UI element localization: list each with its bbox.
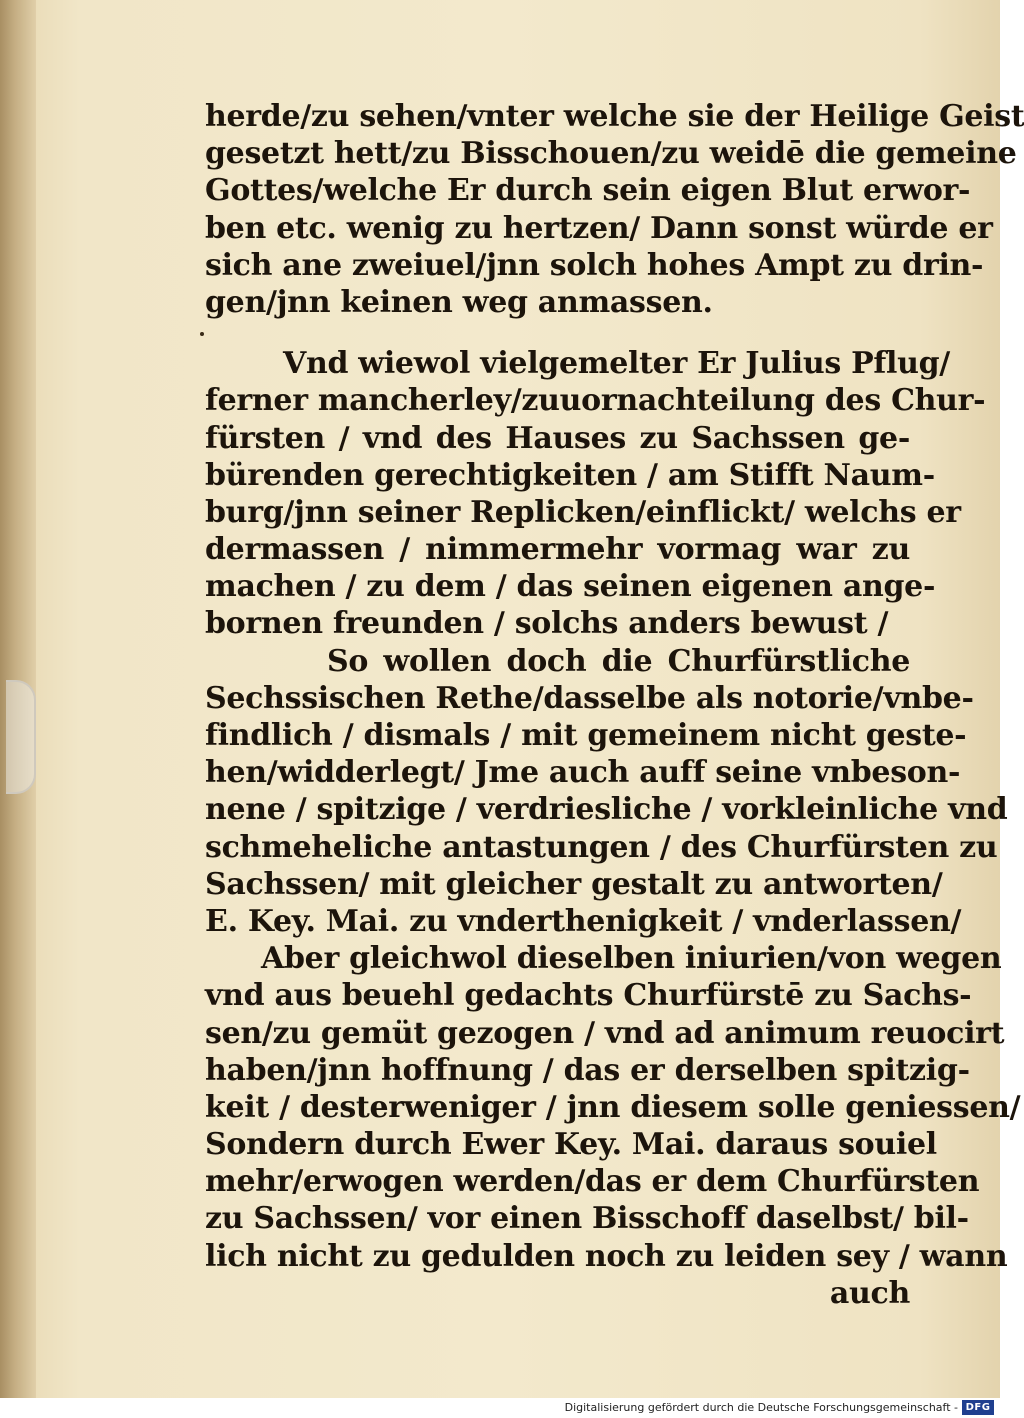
catchword: auch [829,1275,910,1311]
text-line-6: gen/jnn keinen weg anmassen. [205,284,713,320]
text-line-12: dermassen / nimmermehr vormag war zu [205,532,910,568]
text-line-1: herde/zu sehen/vnter welche sie der Heilige Geist [205,99,1024,134]
text-line-7: Vnd wiewol vielgemelter Er Julius Pflug/ [283,346,950,382]
text-line-28: Sondern durch Ewer Key. Mai. daraus souiel [205,1127,937,1163]
text-line-2: gesetzt hett/zu Bisschouen/zu weidē die gemeine [205,136,1017,172]
text-line-4: ben etc. wenig zu hertzen/ Dann sonst würde er [205,210,993,246]
paragraph-gap [205,321,910,345]
text-line-5: sich ane zweiuel/jnn solch hohes Ampt zu drin- [205,247,984,283]
text-block [205,98,1024,1312]
ink-spot [200,332,204,336]
text-line-19: nene / spitzige / verdriesliche / vorkleinliche vnd [205,792,1008,828]
funding-notice: Digitalisierung gefördert durch die Deutsche Forschungsgemeinschaft - [564,1401,958,1414]
text-line-13: machen / zu dem / das seinen eigenen ange- [205,569,936,605]
text-line-14: bornen freunden / solchs anders bewust / [205,606,889,642]
text-line-21: Sachssen/ mit gleicher gestalt zu antworten/ [205,866,943,902]
text-line-26: haben/jnn hoffnung / das er derselben spitzig- [205,1052,970,1088]
text-line-8: ferner mancherley/zuuornachteilung des Chur- [205,383,986,419]
text-line-30: zu Sachssen/ vor einen Bisschoff daselbst/ bil- [205,1201,969,1237]
text-line-23: Aber gleichwol dieselben iniurien/von wegen [261,941,1002,977]
text-line-3: Gottes/welche Er durch sein eigen Blut erwor- [205,173,971,209]
dfg-logo-icon: DFG [962,1400,994,1415]
text-line-24: vnd aus beuehl gedachts Churfürstē zu Sachs- [205,978,972,1014]
text-line-20: schmeheliche antastungen / des Churfürsten zu [205,829,998,865]
text-line-15: So wollen doch die Churfürstliche [327,643,910,679]
text-line-22: E. Key. Mai. zu vnderthenigkeit / vnderlassen/ [205,903,962,939]
book-gutter [0,0,36,1398]
text-line-25: sen/zu gemüt gezogen / vnd ad animum reuocirt [205,1015,1005,1051]
text-line-31: lich nicht zu gedulden noch zu leiden sey / wann [205,1238,1008,1274]
text-line-17: findlich / dismals / mit gemeinem nicht geste- [205,718,967,753]
text-line-16: Sechssischen Rethe/dasselbe als notorie/vnbe- [205,680,974,716]
text-line-29: mehr/erwogen werden/das er dem Churfürsten [205,1164,980,1200]
text-line-9: fürsten / vnd des Hauses zu Sachssen ge- [205,420,910,456]
text-line-27: keit / desterweniger / jnn diesem solle geniessen/ [205,1089,1021,1125]
text-line-11: burg/jnn seiner Replicken/einflickt/ welchs er [205,494,961,530]
text-line-10: bürenden gerechtigkeiten / am Stifft Naum- [205,457,935,493]
digitization-footer [0,1398,1000,1418]
text-line-18: hen/widderlegt/ Jme auch auff seine vnbeson- [205,755,961,791]
